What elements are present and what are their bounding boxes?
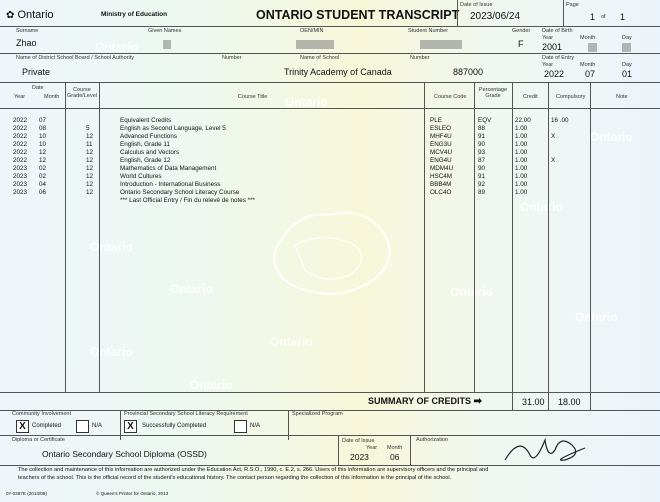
redacted-student-number — [420, 40, 462, 49]
table-row-end-marker: *** Last Official Entry / Fin du relevé de notes *** — [120, 197, 255, 204]
redacted-dob-month — [588, 43, 597, 52]
date-of-issue-label: Date of Issue — [460, 2, 493, 8]
copyright: © Queen's Printer for Ontario, 2013 — [96, 491, 169, 496]
col-percentage-grade: Percentage Grade — [478, 87, 508, 99]
entry-month-label: Month — [580, 62, 596, 68]
issue-month-label: Month — [387, 445, 403, 451]
table-row: 2023 02 12 World Cultures HSC4M 91 1.00 — [13, 173, 528, 180]
board-number-label: Number — [222, 55, 242, 61]
surname: Zhao — [16, 38, 37, 48]
entry-day: 01 — [622, 69, 633, 79]
given-names-label: Given Names — [148, 28, 182, 34]
page-label: Page — [566, 2, 579, 8]
literacy-label: Provincial Secondary School Literacy Requirement — [124, 411, 248, 417]
page-total: 1 — [620, 12, 626, 22]
col-date: Date — [32, 85, 44, 91]
col-year: Year — [14, 94, 26, 100]
ontario-watermark: Ontario — [95, 40, 138, 54]
table-row: 2022 08 5 English as Second Language, Level 5 ESLEO 88 1.00 — [13, 125, 528, 132]
table-row: 2023 02 12 Mathematics of Data Management MDM4U 90 1.00 — [13, 165, 528, 172]
school-number: 887000 — [453, 67, 484, 77]
community-completed-checkbox[interactable]: X — [16, 420, 29, 433]
board: Private — [22, 67, 51, 77]
col-course-title: Course Title — [238, 94, 268, 100]
community-na-checkbox[interactable] — [76, 420, 89, 433]
dob-year-label: Year — [542, 35, 554, 41]
page-number: 1 — [590, 12, 596, 22]
literacy-na-label: N/A — [250, 423, 261, 429]
arrow-right-icon: ➡ — [473, 396, 482, 407]
diploma: Ontario Secondary School Diploma (OSSD) — [42, 449, 207, 459]
page-of: of — [601, 14, 606, 20]
form-number: 07-0287E (2013/09) — [6, 491, 47, 496]
community-na-label: N/A — [92, 423, 103, 429]
literacy-na-checkbox[interactable] — [234, 420, 247, 433]
legal-text-line2: teachers of the school. This is the official record of the student's educational history. The contact person regarding the collection of this information is the principal of the school. — [18, 475, 452, 481]
trillium-icon: ✿ — [6, 10, 15, 21]
dob-year: 2001 — [542, 42, 563, 52]
col-month: Month — [44, 94, 60, 100]
school-name: Trinity Academy of Canada — [284, 67, 392, 77]
summary-of-credits-label: SUMMARY OF CREDITS ➡ — [368, 396, 482, 407]
entry-month: 07 — [585, 69, 596, 79]
issue-year-label: Year — [366, 445, 378, 451]
col-course-code: Course Code — [434, 94, 467, 100]
gender-label: Gender — [512, 28, 531, 34]
gender: F — [518, 39, 524, 49]
ministry-name: Ministry of Education — [101, 11, 168, 18]
student-number-label: Student Number — [408, 28, 449, 34]
table-row: 2022 12 12 Calculus and Vectors MCV4U 93 1.00 — [13, 149, 528, 156]
ontario-watermark: Ontario — [170, 282, 213, 296]
table-row: 2023 04 12 Introduction - International Business BBB4M 92 1.00 — [13, 181, 528, 188]
table-row: 2022 10 12 Advanced Functions MHF4U 91 1.00 X — [13, 133, 556, 140]
community-completed-label: Completed — [32, 423, 62, 429]
ontario-watermark: Ontario — [90, 345, 133, 359]
date-of-issue: 2023/06/24 — [470, 11, 521, 22]
legal-text-line1: The collection and maintenance of this information are authorized under the Education Act, R.S.O., 1990, c. E.2, s. 266. Users of this information are supervisory officers and the principal and — [18, 467, 489, 473]
ontario-watermark: Ontario — [90, 240, 133, 254]
ontario-map-seal-icon — [255, 190, 405, 310]
ontario-watermark: Ontario — [270, 335, 313, 349]
signature-icon — [500, 430, 590, 468]
entry-label: Date of Entry — [542, 55, 575, 61]
issue-date-label: Date of Issue — [342, 438, 375, 444]
redacted-dob-day — [622, 43, 631, 52]
entry-day-label: Day — [622, 62, 632, 68]
table-row: 2022 12 12 English, Grade 12 ENG4U 87 1.00 X — [13, 157, 556, 164]
ontario-watermark: Ontario — [520, 200, 563, 214]
logo-text: Ontario — [17, 9, 54, 21]
col-grade-level: Course Grade/Level — [67, 87, 97, 99]
total-credits: 31.00 — [522, 397, 545, 407]
table-row: 2022 10 11 English, Grade 11 ENG3U 90 1.00 — [13, 141, 528, 148]
issue-year: 2023 — [350, 452, 369, 462]
total-compulsory: 18.00 — [558, 397, 581, 407]
board-label: Name of District School Board / School Authority — [16, 55, 134, 61]
issue-month: 06 — [390, 452, 400, 462]
entry-year-label: Year — [542, 62, 554, 68]
oen-label: OEN/MIN — [300, 28, 324, 34]
col-compulsory: Compulsory — [556, 94, 586, 100]
col-credit: Credit — [523, 94, 538, 100]
authorization-label: Authorization — [416, 437, 449, 443]
dob-label: Date of Birth — [542, 28, 573, 34]
entry-year: 2022 — [544, 69, 565, 79]
surname-label: Surname — [16, 28, 39, 34]
diploma-label: Diploma or Certificate — [12, 437, 65, 443]
literacy-completed-label: Successfully Completed — [142, 423, 207, 429]
ontario-watermark: Ontario — [190, 378, 233, 392]
ontario-watermark: Ontario — [285, 95, 328, 109]
col-note: Note — [616, 94, 628, 100]
ontario-watermark: Ontario — [450, 285, 493, 299]
table-row: 2022 07 Equivalent Credits PLE EQV 22.00 16 .00 — [13, 117, 569, 124]
dob-month-label: Month — [580, 35, 596, 41]
school-name-label: Name of School — [300, 55, 340, 61]
school-number-label: Number — [410, 55, 430, 61]
page-title: ONTARIO STUDENT TRANSCRIPT — [256, 8, 460, 22]
ontario-watermark: Ontario — [575, 310, 618, 324]
redacted-given-names — [163, 40, 171, 49]
community-label: Community Involvement — [12, 411, 71, 417]
literacy-completed-checkbox[interactable]: X — [124, 420, 137, 433]
ontario-logo — [6, 9, 54, 21]
redacted-oen — [296, 40, 334, 49]
table-row: 2023 06 12 Ontario Secondary School Literacy Course OLC4O 89 1.00 — [13, 189, 528, 196]
ontario-watermark: Ontario — [590, 130, 633, 144]
dob-day-label: Day — [622, 35, 632, 41]
specialized-program-label: Specialized Program — [292, 411, 343, 417]
